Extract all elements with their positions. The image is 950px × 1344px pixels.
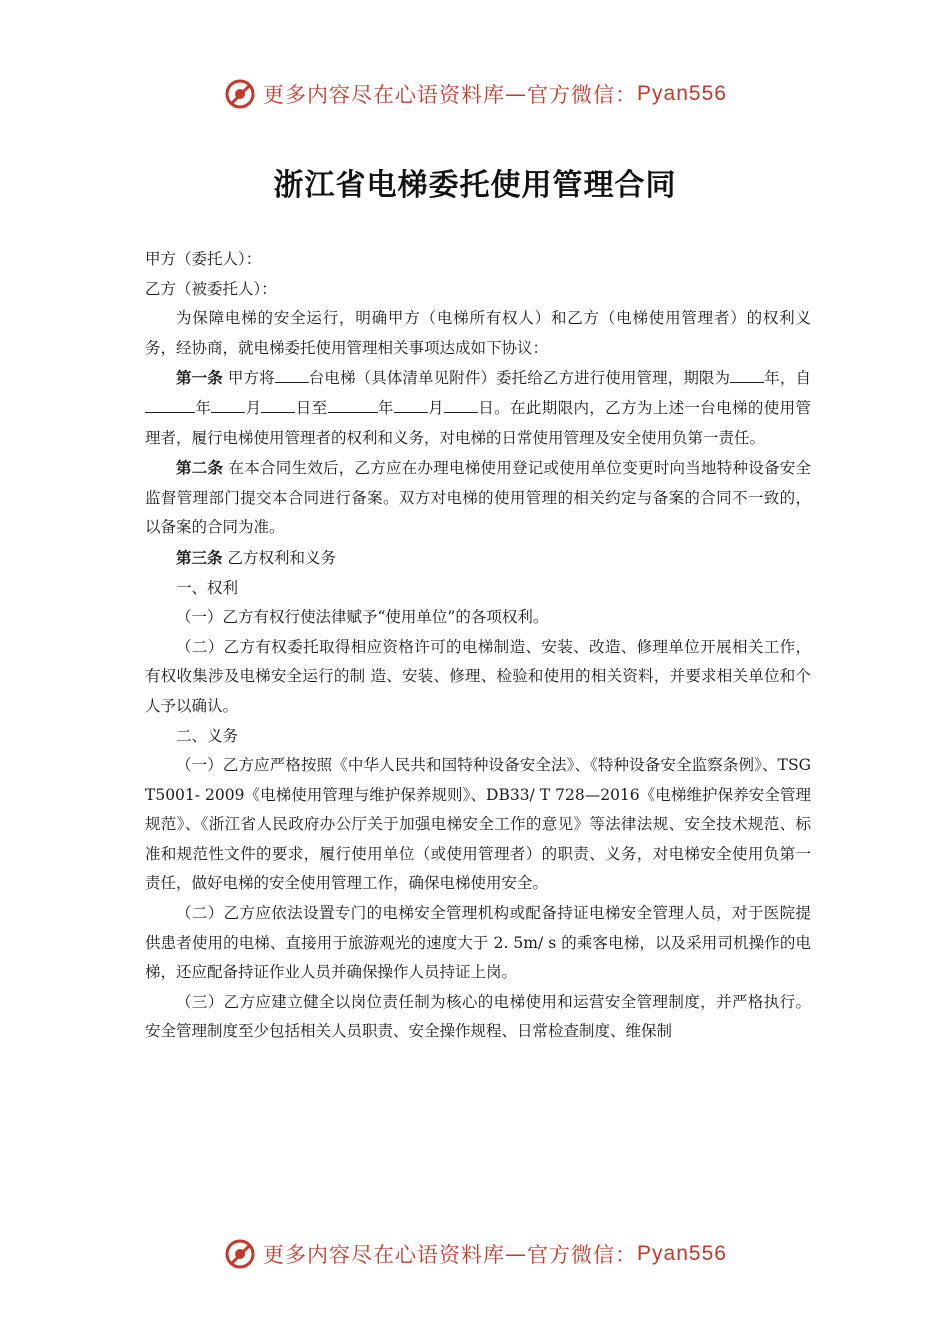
duties-item: （一）乙方应严格按照《中华人民共和国特种设备安全法》、《特种设备安全监察条例》、TSG T5001- 2009《电梯使用管理与维护保养规则》、DB33/ T 728—2016《电梯维护保养安全管理规范》、《浙江省人民政府办公厅关于加强电梯安全工作的意见》等法律法规、安全技术规范、标准和规范性文件的要求，履行使用单位（或使用管理者）的职责、义务，对电梯安全使用负第一责任，做好电梯的安全使用管理工作，确保电梯使用安全。 [145,756,811,893]
document-body [145,245,811,1047]
blank-field [444,394,478,413]
logo-icon [223,77,257,111]
article-3-label: 第三条 [176,547,223,567]
rights-item: （二）乙方有权委托取得相应资格许可的电梯制造、安装、改造、修理单位开展相关工作，有权收集涉及电梯安全运行的制 造、安装、修理、检验和使用的相关资料，并要求相关单位和个人予以确认。 [145,637,811,715]
blank-field [145,394,195,413]
blank-field [261,394,295,413]
party-a-line: 甲方（委托人）： [145,250,262,268]
banner-wechat-label: 官方微信： [527,83,638,107]
banner-wechat-label: 官方微信： [527,1243,638,1267]
duties-item: （三）乙方应建立健全以岗位责任制为核心的电梯使用和运营安全管理制度，并严格执行。安全管理制度至少包括相关人员职责、安全操作规程、日常检查制度、维保制 [145,992,811,1041]
duties-heading: 二、义务 [176,726,239,745]
article-3: 第三条 乙方权利和义务 [176,547,336,567]
blank-field [394,394,428,413]
blank-field [275,364,309,383]
banner-dash: — [505,1242,528,1266]
banner-wechat-id: Pyan556 [637,1242,727,1265]
article-2-label: 第二条 [176,458,224,478]
blank-field [211,394,245,413]
blank-field [730,364,764,383]
rights-item: （一）乙方有权行使法律赋予“使用单位”的各项权利。 [176,608,549,627]
duties-item: （二）乙方应依法设置专门的电梯安全管理机构或配备持证电梯安全管理人员，对于医院提供患者使用的电梯、直接用于旅游观光的速度大于 2. 5m/ s 的乘客电梯，以及采用司机操作的电梯，还应配备持证作业人员并确保操作人员持证上岗。 [145,904,811,982]
banner-text: 更多内容尽在心语资料库 [263,83,506,107]
article-1-label: 第一条 [176,368,223,388]
preamble: 为保障电梯的安全运行，明确甲方（电梯所有权人）和乙方（电梯使用管理者）的权利义务，经协商，就电梯委托使用管理相关事项达成如下协议： [145,309,811,357]
rights-heading: 一、权利 [176,578,239,597]
article-2: 第二条 在本合同生效后，乙方应在办理电梯使用登记或使用单位变更时向当地特种设备安全监督管理部门提交本合同进行备案。双方对电梯的使用管理的相关约定与备案的合同不一致的，以备案的合同为准。 [145,458,811,537]
header-banner [0,74,950,114]
footer-banner [0,1234,950,1274]
blank-field [328,394,378,413]
party-b-line: 乙方（被委托人）： [145,279,277,298]
banner-dash: — [505,82,528,106]
article-1: 第一条 甲方将 台电梯（具体清单见附件）委托给乙方进行使用管理，期限为 年，自年 月 日至 年 月 日。在此期限内，乙方为上述一台电梯的使用管理者，履行电梯使用管理者的权利和义务，对电梯的日常使用管理及安全使用负第一责任。 [145,363,811,453]
logo-icon [223,1237,257,1271]
document-title: 浙江省电梯委托使用管理合同 [273,168,677,203]
banner-text: 更多内容尽在心语资料库 [263,1243,506,1267]
banner-wechat-id: Pyan556 [637,82,727,105]
